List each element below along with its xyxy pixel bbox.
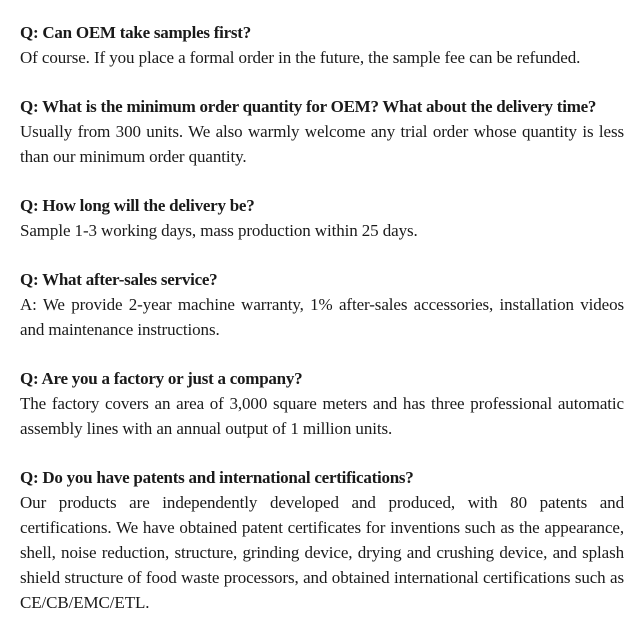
faq-question: Q: What after-sales service?	[20, 270, 218, 289]
faq-answer: Sample 1-3 working days, mass production within 25 days.	[20, 221, 418, 240]
faq-question: Q: What is the minimum order quantity for OEM? What about the delivery time?	[20, 97, 597, 116]
faq-answer: Usually from 300 units. We also warmly welcome any trial order whose quantity is less than our minimum order quantity.	[20, 122, 624, 166]
faq-question: Q: Can OEM take samples first?	[20, 23, 251, 42]
faq-answer: A: We provide 2-year machine warranty, 1% after-sales accessories, installation videos and maintenance instructions.	[20, 295, 624, 339]
faq-question: Q: How long will the delivery be?	[20, 196, 255, 215]
faq-answer: The factory covers an area of 3,000 square meters and has three professional automatic assembly lines with an annual output of 1 million units.	[20, 394, 624, 438]
faq-item	[20, 465, 624, 615]
faq-question: Q: Do you have patents and international certifications?	[20, 468, 414, 487]
faq-item	[20, 94, 624, 169]
faq-answer: Our products are independently developed and produced, with 80 patents and certifications. We have obtained patent certificates for inventions such as the appearance, shell, noise reduction, structure, grinding device, drying and crushing device, and splash shield structure of food waste processors, and obtained international certifications such as CE/CB/EMC/ETL.	[20, 493, 624, 612]
faq-item	[20, 267, 624, 342]
faq-item	[20, 193, 624, 243]
faq-answer: Of course. If you place a formal order in the future, the sample fee can be refunded.	[20, 48, 581, 67]
faq-question: Q: Are you a factory or just a company?	[20, 369, 303, 388]
faq-item	[20, 20, 624, 70]
faq-item	[20, 366, 624, 441]
